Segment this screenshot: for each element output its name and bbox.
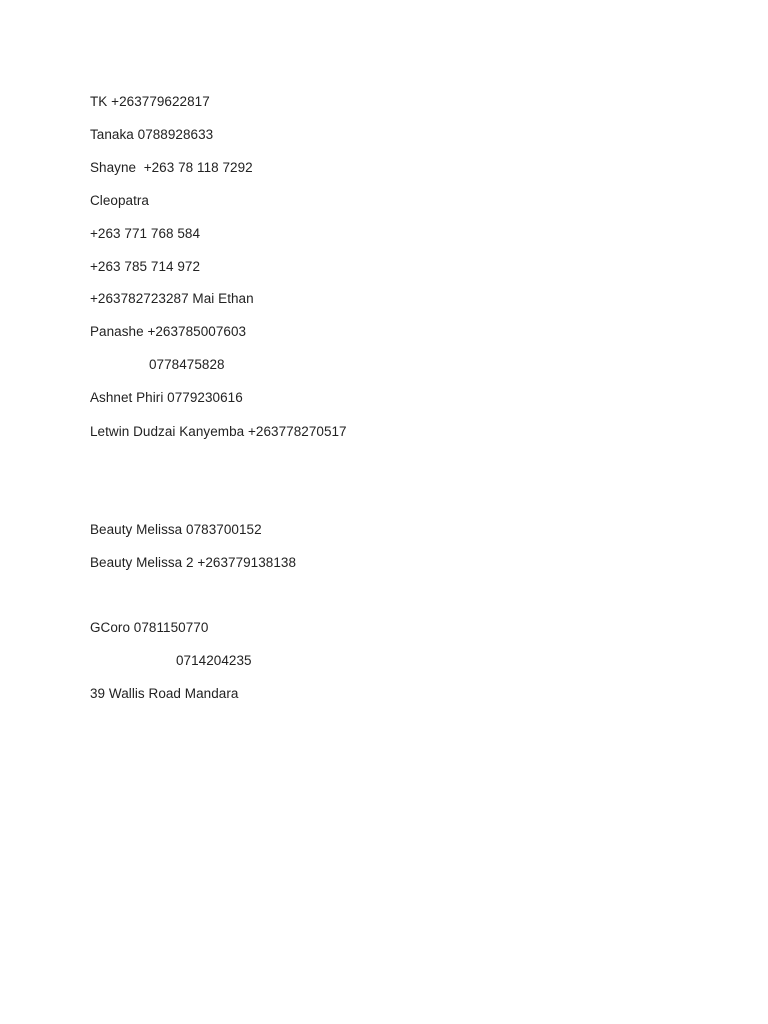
contact-line-panashe: Panashe +263785007603 xyxy=(90,324,247,339)
contact-line-phone-1: +263 771 768 584 xyxy=(90,226,201,241)
contact-line-mai-ethan: +263782723287 Mai Ethan xyxy=(90,291,254,306)
contact-line-letwin: Letwin Dudzai Kanyemba +263778270517 xyxy=(90,424,347,439)
contact-line-tk: TK +263779622817 xyxy=(90,94,210,109)
contact-line-phone-2: +263 785 714 972 xyxy=(90,259,201,274)
address-line: 39 Wallis Road Mandara xyxy=(90,686,239,701)
contact-line-ashnet-phiri: Ashnet Phiri 0779230616 xyxy=(90,390,243,405)
contact-line-shayne: Shayne +263 78 118 7292 xyxy=(90,160,253,175)
contact-line-beauty-melissa-2: Beauty Melissa 2 +263779138138 xyxy=(90,555,297,570)
contact-line-beauty-melissa: Beauty Melissa 0783700152 xyxy=(90,522,262,537)
contact-line-cleopatra: Cleopatra xyxy=(90,193,149,208)
contact-line-gcoro-alt: 0714204235 xyxy=(176,653,252,668)
contact-line-panashe-alt: 0778475828 xyxy=(149,357,225,372)
contact-line-gcoro: GCoro 0781150770 xyxy=(90,620,209,635)
contact-line-tanaka: Tanaka 0788928633 xyxy=(90,127,214,142)
